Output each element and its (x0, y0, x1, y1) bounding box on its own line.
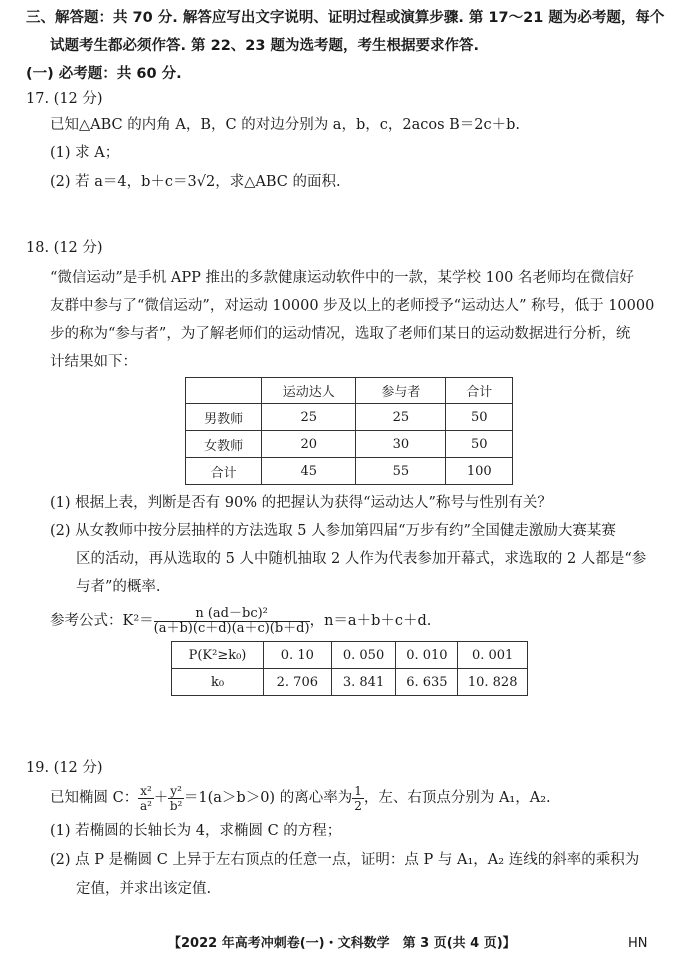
table-cell: 100 (446, 458, 513, 485)
section-header-line1: 三、解答题：共 70 分. 解答应写出文字说明、证明过程或演算步骤. 第 17～21 题为必考题，每个 (26, 10, 665, 26)
q18-part2-line1: (2) 从女教师中按分层抽样的方法选取 5 人参加第四届“万步有约”全国健走激励大赛某赛 (50, 523, 616, 539)
q19-number: 19. (12 分) (26, 760, 103, 776)
page-footer: 【2022 年高考冲刺卷(一)・文科数学 第 3 页(共 4 页)】 (168, 936, 516, 951)
contingency-header-row (186, 378, 513, 404)
q19-part1: (1) 若椭圆的长轴长为 4，求椭圆 C 的方程； (50, 823, 342, 839)
formula-lhs: K²＝ (122, 613, 154, 629)
q18-line2: 友群中参与了“微信运动”，对运动 10000 步及以上的老师授予“运动达人” 称号，低于 10000 (50, 298, 655, 314)
q18-line1: “微信运动”是手机 APP 推出的多款健康运动软件中的一款，某学校 100 名老师均在微信好 (50, 270, 634, 286)
table-cell: 25 (356, 404, 446, 431)
table-cell: 男教师 (186, 404, 262, 431)
q18-part1: (1) 根据上表，判断是否有 90% 的把握认为获得“运动达人”称号与性别有关？ (50, 495, 552, 511)
table-row (186, 458, 513, 485)
footer-region-code: HN (628, 936, 648, 951)
table-cell: 3. 841 (331, 669, 396, 696)
table-row (186, 404, 513, 431)
eccentricity-denominator: 2 (354, 798, 362, 813)
y-numerator: y² (170, 783, 182, 798)
contingency-table (185, 377, 513, 485)
q19-stem-prefix: 已知椭圆 C： (50, 790, 139, 806)
section-header-line2: 试题考生都必须作答. 第 22、23 题为选考题，考生根据要求作答. (50, 38, 480, 54)
reference-formula (50, 604, 431, 638)
q18-number: 18. (12 分) (26, 240, 103, 256)
table-cell: 10. 828 (458, 669, 528, 696)
q18-part2-line3: 与者”的概率. (76, 579, 161, 595)
y-denominator: b² (169, 798, 183, 813)
table-cell: 45 (262, 458, 356, 485)
table-cell: 50 (446, 404, 513, 431)
table-cell: 女教师 (186, 431, 262, 458)
q19-stem-suffix: ，左、右顶点分别为 A₁，A₂. (363, 790, 551, 806)
formula-numerator: n (ad－bc)² (154, 607, 310, 622)
x-denominator: a² (140, 798, 152, 813)
table-row (186, 431, 513, 458)
formula-tail: ，n＝a＋b＋c＋d. (309, 613, 432, 629)
x-numerator: x² (140, 783, 152, 798)
q18-part2-line2: 区的活动，再从选取的 5 人中随机抽取 2 人作为代表参加开幕式，求选取的 2 人都是“参 (76, 551, 647, 567)
q18-line3: 步的称为“参与者”，为了解老师们的运动情况，选取了老师们某日的运动数据进行分析，统 (50, 326, 631, 342)
table-header-cell: 运动达人 (262, 378, 356, 404)
formula-denominator: (a＋b)(c＋d)(a＋c)(b＋d) (153, 620, 310, 636)
table-cell: 20 (262, 431, 356, 458)
q17-stem: 已知△ABC 的内角 A，B，C 的对边分别为 a，b，c，2acos B＝2c＋b. (50, 117, 521, 133)
table-cell: 0. 050 (331, 642, 396, 669)
plus-sign: ＋ (153, 790, 169, 806)
q17-number: 17. (12 分) (26, 91, 103, 107)
table-cell: 6. 635 (396, 669, 458, 696)
table-cell: 0. 010 (396, 642, 458, 669)
critical-value-table (171, 641, 528, 696)
table-header-cell: 参与者 (356, 378, 446, 404)
formula-label: 参考公式： (50, 613, 123, 629)
q19-part2-line1: (2) 点 P 是椭圆 C 上异于左右顶点的任意一点，证明：点 P 与 A₁，A₂ 连线的斜率的乘积为 (50, 852, 640, 868)
q17-part2: (2) 若 a＝4，b＋c＝3√2，求△ABC 的面积. (50, 174, 341, 190)
table-cell: 55 (356, 458, 446, 485)
q19-stem-middle: ＝1(a＞b＞0) 的离心率为 (183, 790, 353, 806)
table-cell: 合计 (186, 458, 262, 485)
table-row (172, 669, 528, 696)
table-cell: 50 (446, 431, 513, 458)
table-cell: k₀ (172, 669, 264, 696)
eccentricity-numerator: 1 (354, 783, 362, 798)
table-cell: 0. 001 (458, 642, 528, 669)
table-cell (186, 378, 262, 404)
table-cell: 25 (262, 404, 356, 431)
table-row (172, 642, 528, 669)
table-cell: P(K²≥k₀) (172, 642, 264, 669)
section-part-label: (一) 必考题：共 60 分. (26, 66, 182, 82)
table-cell: 30 (356, 431, 446, 458)
q18-line4: 计结果如下： (50, 354, 137, 370)
table-cell: 2. 706 (263, 669, 331, 696)
table-cell: 0. 10 (263, 642, 331, 669)
q17-part1: (1) 求 A； (50, 145, 120, 161)
q19-stem (50, 783, 551, 813)
table-header-cell: 合计 (446, 378, 513, 404)
q19-part2-line2: 定值，并求出该定值. (76, 881, 212, 897)
